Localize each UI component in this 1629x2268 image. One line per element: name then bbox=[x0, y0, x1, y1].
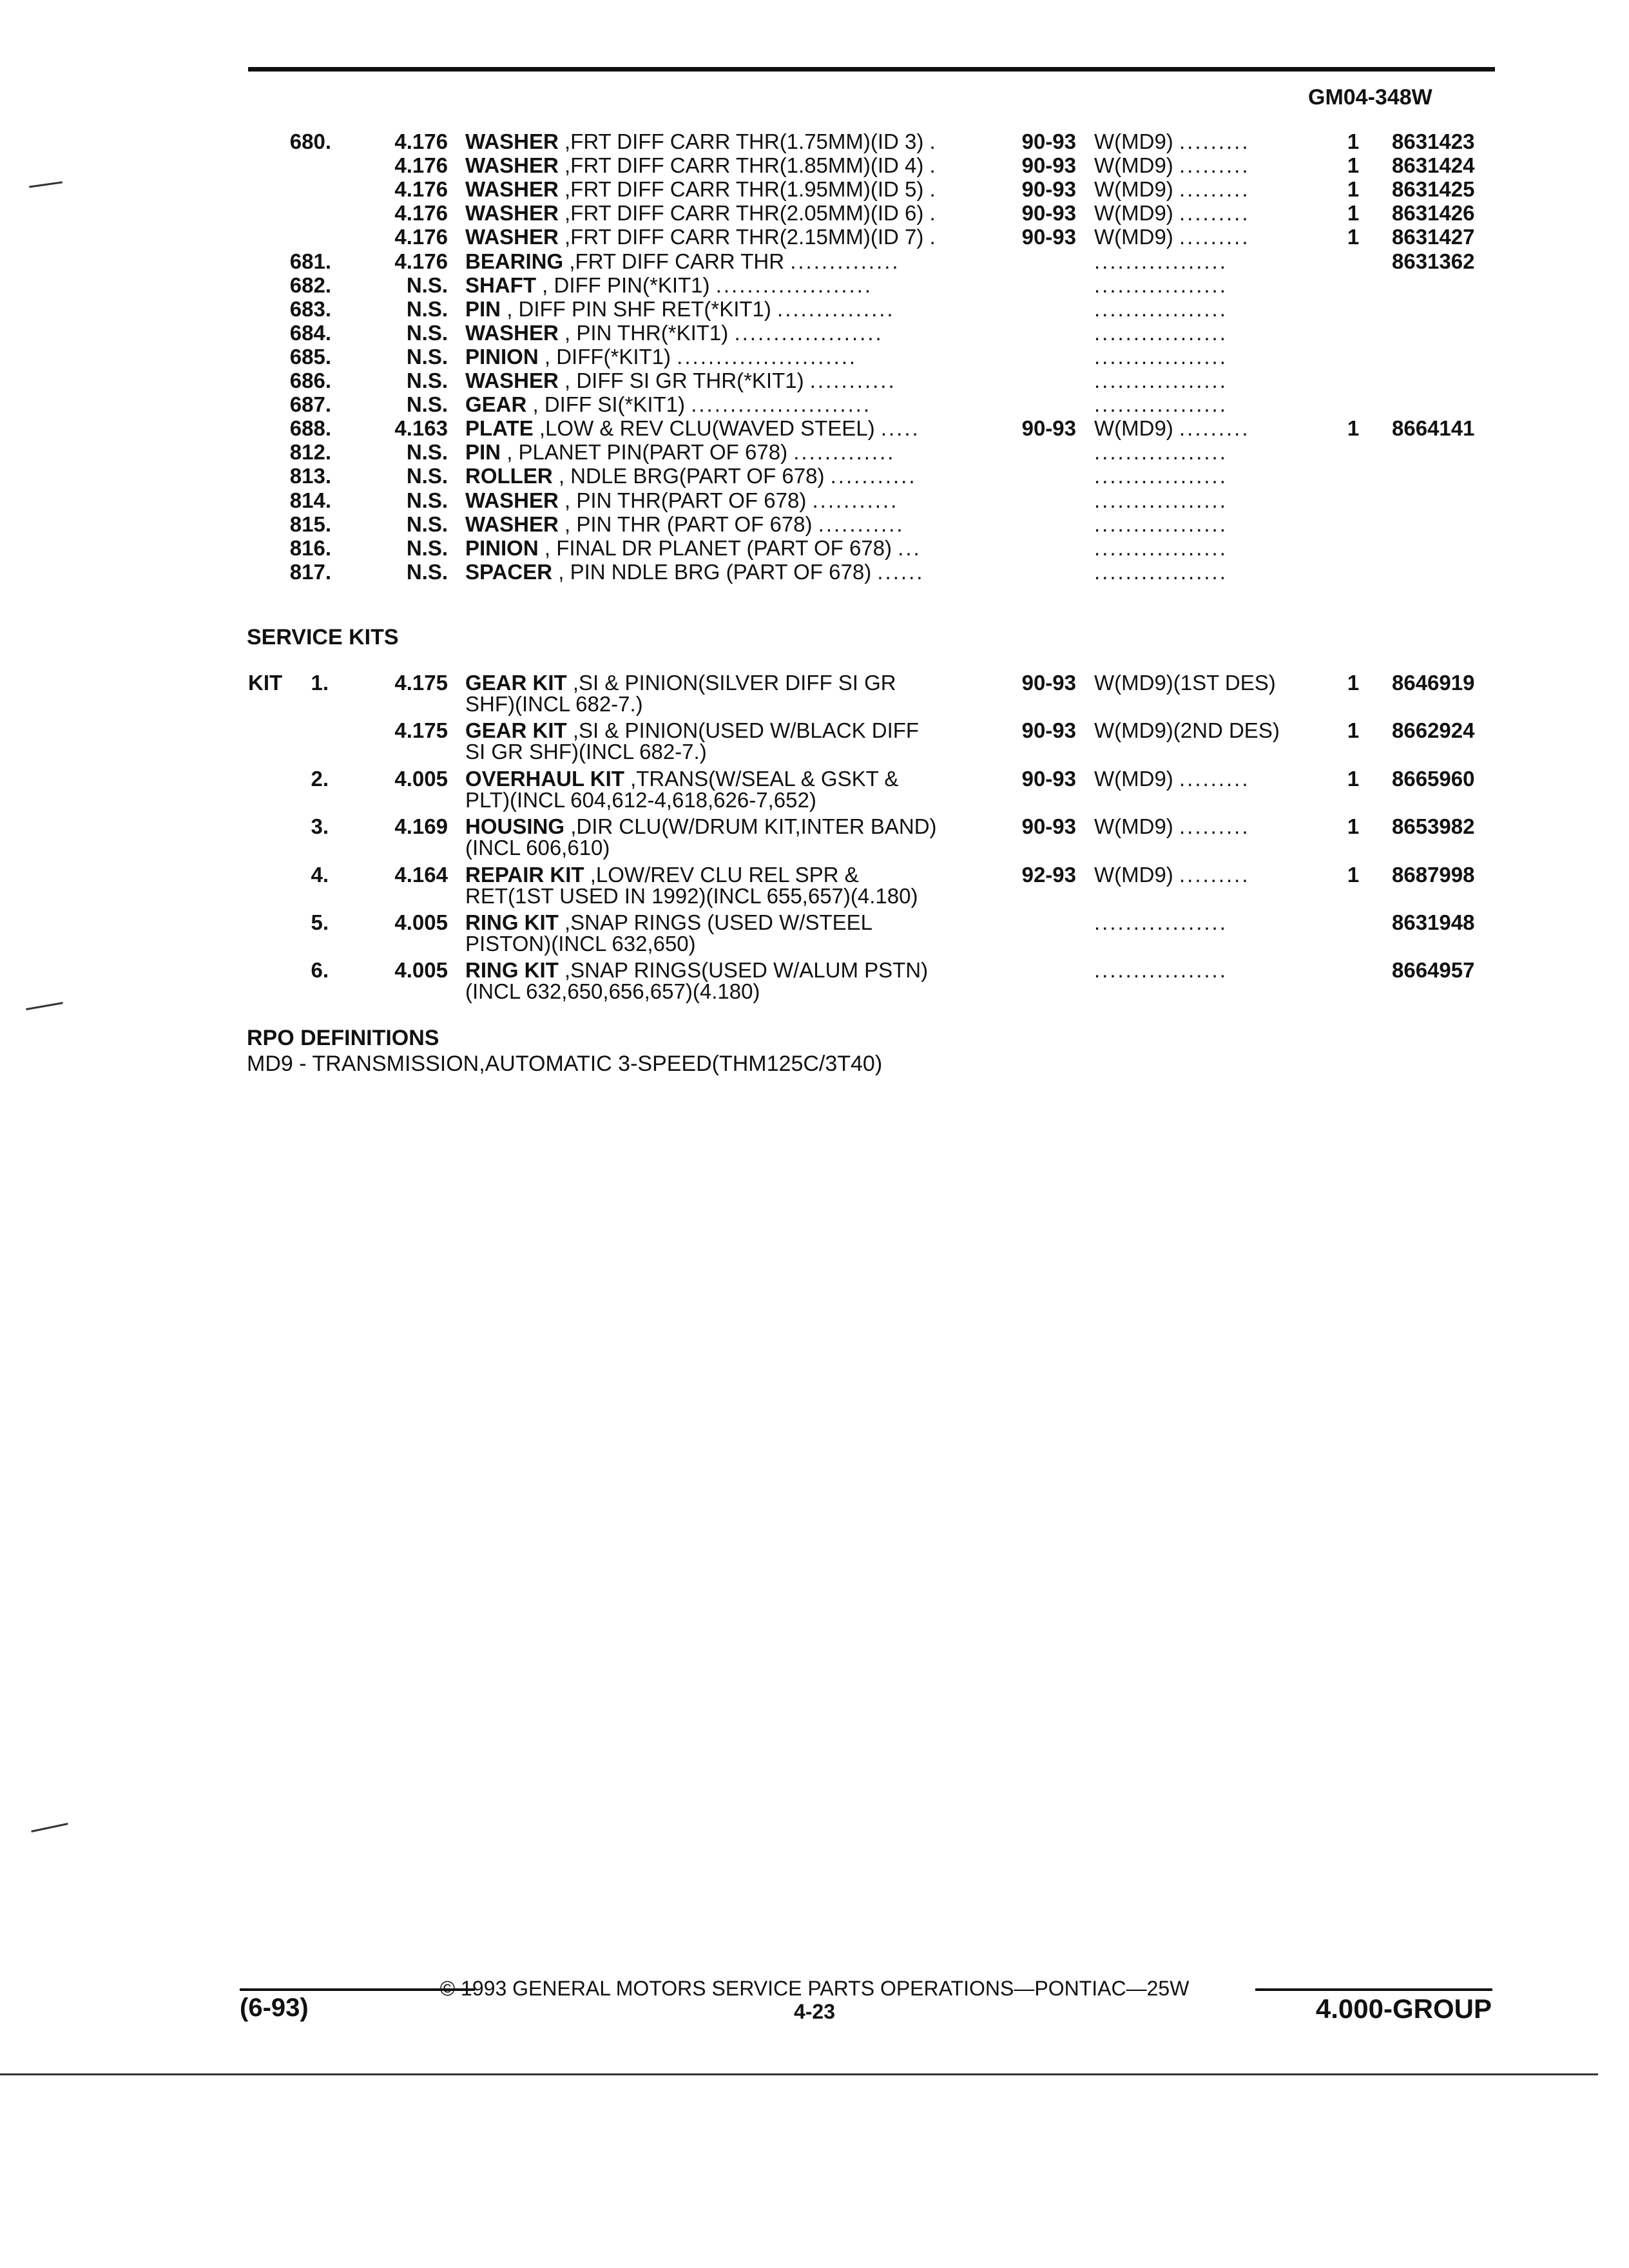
item-description bbox=[465, 154, 1013, 177]
item-description bbox=[465, 417, 1013, 440]
part-number: 8664141 bbox=[1392, 416, 1475, 440]
item-description bbox=[465, 322, 1013, 345]
illustration-ref: N.S. bbox=[406, 345, 448, 369]
model-years: 90-93 bbox=[1021, 201, 1076, 225]
model-years: 92-93 bbox=[1021, 863, 1076, 887]
item-detail: ,LOW/REV CLU REL SPR & bbox=[590, 863, 859, 887]
dot-leader: . bbox=[929, 226, 938, 249]
item-number: 817. bbox=[289, 560, 331, 584]
usage-text: W(MD9) bbox=[1094, 815, 1173, 838]
table-row bbox=[0, 178, 1629, 202]
footer-group: 4.000-GROUP bbox=[1315, 1994, 1492, 2024]
item-number: 688. bbox=[289, 416, 331, 440]
quantity: 1 bbox=[1347, 153, 1360, 177]
kit-label: KIT bbox=[248, 671, 283, 695]
dot-leader: ............. bbox=[793, 441, 896, 464]
item-usage bbox=[1094, 250, 1307, 273]
dot-leader: ................. bbox=[1094, 298, 1228, 321]
item-usage bbox=[1094, 767, 1307, 791]
part-number: 8631427 bbox=[1392, 225, 1475, 249]
item-usage bbox=[1094, 226, 1307, 249]
kit-number: 4. bbox=[311, 863, 329, 887]
illustration-ref: N.S. bbox=[406, 512, 448, 536]
illustration-ref: 4.175 bbox=[394, 718, 448, 742]
item-name: WASHER bbox=[465, 178, 559, 201]
kit-row-continuation bbox=[0, 836, 1629, 861]
item-usage bbox=[1094, 671, 1307, 695]
item-name: GEAR KIT bbox=[465, 671, 567, 695]
quantity: 1 bbox=[1347, 130, 1360, 153]
illustration-ref: N.S. bbox=[406, 321, 448, 345]
usage-text: W(MD9) bbox=[1094, 154, 1173, 177]
model-years: 90-93 bbox=[1021, 718, 1076, 742]
usage-text: W(MD9)(1ST DES) bbox=[1094, 671, 1276, 695]
item-name: GEAR KIT bbox=[465, 719, 567, 742]
item-description bbox=[465, 178, 1013, 201]
model-years: 90-93 bbox=[1021, 416, 1076, 440]
dot-leader: ......... bbox=[1179, 154, 1250, 177]
table-row bbox=[0, 130, 1629, 155]
item-usage bbox=[1094, 465, 1307, 488]
dot-leader: ......... bbox=[1179, 226, 1250, 249]
item-detail: ,LOW & REV CLU(WAVED STEEL) bbox=[539, 417, 875, 440]
table-row bbox=[0, 226, 1629, 250]
part-number: 8687998 bbox=[1392, 863, 1475, 887]
part-number: 8631362 bbox=[1392, 249, 1475, 273]
item-usage bbox=[1094, 441, 1307, 464]
table-row bbox=[0, 417, 1629, 441]
item-name: WASHER bbox=[465, 322, 559, 345]
table-row bbox=[0, 489, 1629, 514]
illustration-ref: 4.176 bbox=[394, 177, 448, 201]
part-number: 8631424 bbox=[1392, 153, 1475, 177]
item-description bbox=[465, 465, 1013, 488]
item-name: WASHER bbox=[465, 130, 559, 153]
item-name: ROLLER bbox=[465, 465, 553, 488]
item-description bbox=[465, 767, 1013, 791]
dot-leader: ......... bbox=[1179, 815, 1250, 838]
part-number: 8631948 bbox=[1392, 910, 1475, 934]
dot-leader: ................... bbox=[734, 322, 883, 345]
item-description bbox=[465, 369, 1013, 392]
item-description bbox=[465, 863, 1013, 887]
item-description bbox=[465, 719, 1013, 742]
dot-leader: .............. bbox=[790, 250, 900, 273]
dot-leader: ................. bbox=[1094, 369, 1228, 392]
rpo-definition: MD9 - TRANSMISSION,AUTOMATIC 3-SPEED(THM125C/3T40) bbox=[247, 1052, 883, 1076]
illustration-ref: 4.005 bbox=[394, 958, 448, 982]
table-row bbox=[0, 250, 1629, 274]
illustration-ref: 4.005 bbox=[394, 910, 448, 934]
kit-number: 2. bbox=[311, 767, 329, 791]
table-row bbox=[0, 298, 1629, 322]
item-detail: ,SI & PINION(SILVER DIFF SI GR bbox=[572, 671, 896, 695]
illustration-ref: N.S. bbox=[406, 488, 448, 512]
item-detail: ,SI & PINION(USED W/BLACK DIFF bbox=[572, 719, 920, 742]
kit-number: 3. bbox=[311, 814, 329, 838]
item-description bbox=[465, 959, 1013, 982]
item-description-continued: PLT)(INCL 604,612-4,618,626-7,652) bbox=[465, 789, 816, 812]
item-name: RING KIT bbox=[465, 959, 559, 982]
dot-leader: ................. bbox=[1094, 250, 1228, 273]
table-row bbox=[0, 465, 1629, 489]
footer-page-number: 4-23 bbox=[793, 2000, 836, 2023]
model-years: 90-93 bbox=[1021, 767, 1076, 791]
kit-row-continuation bbox=[0, 885, 1629, 909]
dot-leader: ................. bbox=[1094, 441, 1228, 464]
item-usage bbox=[1094, 911, 1307, 934]
item-name: PIN bbox=[465, 298, 501, 321]
service-kits-heading: SERVICE KITS bbox=[247, 625, 399, 649]
item-detail: , DIFF PIN(*KIT1) bbox=[542, 274, 710, 297]
item-usage bbox=[1094, 274, 1307, 297]
illustration-ref: 4.164 bbox=[394, 863, 448, 887]
part-number: 8665960 bbox=[1392, 767, 1475, 791]
item-name: SPACER bbox=[465, 561, 553, 584]
dot-leader: ...... bbox=[877, 561, 925, 584]
dot-leader: ............... bbox=[777, 298, 895, 321]
item-name: SHAFT bbox=[465, 274, 536, 297]
item-usage bbox=[1094, 322, 1307, 345]
kit-row-continuation bbox=[0, 932, 1629, 957]
part-number: 8653982 bbox=[1392, 814, 1475, 838]
item-detail: , PIN NDLE BRG (PART OF 678) bbox=[558, 561, 872, 584]
dot-leader: .................... bbox=[715, 274, 873, 297]
item-description-continued: SI GR SHF)(INCL 682-7.) bbox=[465, 740, 707, 764]
item-usage bbox=[1094, 719, 1307, 742]
usage-text: W(MD9) bbox=[1094, 767, 1173, 791]
item-number: 685. bbox=[289, 345, 331, 369]
item-number: 813. bbox=[289, 464, 331, 488]
kit-number: 6. bbox=[311, 958, 329, 982]
model-years: 90-93 bbox=[1021, 671, 1076, 695]
dot-leader: ......... bbox=[1179, 130, 1250, 153]
item-name: PLATE bbox=[465, 417, 534, 440]
dot-leader: ................. bbox=[1094, 345, 1228, 369]
kit-row-continuation bbox=[0, 693, 1629, 717]
item-description bbox=[465, 911, 1013, 934]
item-usage bbox=[1094, 959, 1307, 982]
dot-leader: . bbox=[929, 154, 938, 177]
item-number: 681. bbox=[289, 249, 331, 273]
quantity: 1 bbox=[1347, 416, 1360, 440]
item-description bbox=[465, 202, 1013, 225]
dot-leader: ......... bbox=[1179, 767, 1250, 791]
table-row bbox=[0, 274, 1629, 298]
illustration-ref: N.S. bbox=[406, 273, 448, 297]
usage-text: W(MD9)(2ND DES) bbox=[1094, 719, 1280, 742]
item-number: 812. bbox=[289, 440, 331, 464]
footer-date: (6-93) bbox=[240, 1994, 309, 2022]
table-row bbox=[0, 202, 1629, 226]
item-detail: ,FRT DIFF CARR THR bbox=[569, 250, 785, 273]
illustration-ref: N.S. bbox=[406, 536, 448, 560]
item-detail: , FINAL DR PLANET (PART OF 678) bbox=[544, 537, 892, 560]
dot-leader: ................. bbox=[1094, 513, 1228, 536]
illustration-ref: 4.176 bbox=[394, 249, 448, 273]
dot-leader: ................. bbox=[1094, 537, 1228, 560]
item-name: OVERHAUL KIT bbox=[465, 767, 624, 791]
item-name: PIN bbox=[465, 441, 501, 464]
item-number: 684. bbox=[289, 321, 331, 345]
item-detail: , PIN THR(PART OF 678) bbox=[564, 489, 807, 512]
table-row bbox=[0, 537, 1629, 561]
dot-leader: ....................... bbox=[691, 393, 872, 416]
item-name: WASHER bbox=[465, 513, 559, 536]
item-name: PINION bbox=[465, 537, 539, 560]
item-usage bbox=[1094, 863, 1307, 887]
item-description bbox=[465, 345, 1013, 369]
item-name: PINION bbox=[465, 345, 539, 369]
part-number: 8662924 bbox=[1392, 718, 1475, 742]
dot-leader: ................. bbox=[1094, 911, 1228, 934]
part-number: 8631423 bbox=[1392, 130, 1475, 153]
part-number: 8646919 bbox=[1392, 671, 1475, 695]
dot-leader: ........... bbox=[818, 513, 905, 536]
item-detail: , PIN THR(*KIT1) bbox=[564, 322, 729, 345]
item-description bbox=[465, 393, 1013, 416]
table-row bbox=[0, 345, 1629, 370]
dot-leader: ................. bbox=[1094, 274, 1228, 297]
illustration-ref: N.S. bbox=[406, 392, 448, 416]
dot-leader: ................. bbox=[1094, 393, 1228, 416]
item-usage bbox=[1094, 393, 1307, 416]
dot-leader: ....................... bbox=[677, 345, 858, 369]
rpo-definitions-heading: RPO DEFINITIONS bbox=[247, 1026, 439, 1050]
item-name: REPAIR KIT bbox=[465, 863, 584, 887]
item-usage bbox=[1094, 815, 1307, 838]
item-number: 814. bbox=[289, 488, 331, 512]
kit-number: 1. bbox=[311, 671, 329, 695]
item-detail: , DIFF PIN SHF RET(*KIT1) bbox=[506, 298, 771, 321]
dot-leader: ........... bbox=[809, 369, 896, 392]
dot-leader: ........... bbox=[812, 489, 899, 512]
table-row bbox=[0, 322, 1629, 346]
item-detail: ,SNAP RINGS (USED W/STEEL bbox=[564, 911, 872, 934]
item-usage bbox=[1094, 154, 1307, 177]
item-description-continued: (INCL 632,650,656,657)(4.180) bbox=[465, 980, 760, 1003]
illustration-ref: 4.005 bbox=[394, 767, 448, 791]
item-number: 816. bbox=[289, 536, 331, 560]
table-row bbox=[0, 154, 1629, 178]
item-number: 686. bbox=[289, 369, 331, 392]
illustration-ref: 4.176 bbox=[394, 153, 448, 177]
quantity: 1 bbox=[1347, 177, 1360, 201]
illustration-ref: N.S. bbox=[406, 297, 448, 321]
item-name: WASHER bbox=[465, 369, 559, 392]
usage-text: W(MD9) bbox=[1094, 130, 1173, 153]
model-years: 90-93 bbox=[1021, 814, 1076, 838]
item-usage bbox=[1094, 489, 1307, 512]
item-detail: ,FRT DIFF CARR THR(2.05MM)(ID 6) bbox=[564, 202, 924, 225]
table-row bbox=[0, 513, 1629, 537]
illustration-ref: N.S. bbox=[406, 560, 448, 584]
item-description-continued: SHF)(INCL 682-7.) bbox=[465, 693, 643, 716]
item-description bbox=[465, 250, 1013, 273]
item-detail: , PLANET PIN(PART OF 678) bbox=[506, 441, 788, 464]
item-description bbox=[465, 561, 1013, 584]
item-usage bbox=[1094, 202, 1307, 225]
dot-leader: ................. bbox=[1094, 959, 1228, 982]
table-row bbox=[0, 561, 1629, 585]
usage-text: W(MD9) bbox=[1094, 417, 1173, 440]
item-description bbox=[465, 130, 1013, 153]
item-description-continued: RET(1ST USED IN 1992)(INCL 655,657)(4.180) bbox=[465, 885, 918, 908]
catalog-code: GM04-348W bbox=[1308, 85, 1432, 110]
part-number: 8631425 bbox=[1392, 177, 1475, 201]
item-usage bbox=[1094, 369, 1307, 392]
item-usage bbox=[1094, 130, 1307, 153]
kit-number: 5. bbox=[311, 910, 329, 934]
item-description bbox=[465, 274, 1013, 297]
kit-row-continuation bbox=[0, 740, 1629, 765]
item-detail: , DIFF SI(*KIT1) bbox=[532, 393, 686, 416]
quantity: 1 bbox=[1347, 671, 1360, 695]
item-description-continued: PISTON)(INCL 632,650) bbox=[465, 932, 696, 956]
quantity: 1 bbox=[1347, 767, 1360, 791]
item-usage bbox=[1094, 298, 1307, 321]
item-detail: , DIFF SI GR THR(*KIT1) bbox=[564, 369, 804, 392]
illustration-ref: 4.169 bbox=[394, 814, 448, 838]
top-rule bbox=[248, 67, 1495, 72]
item-detail: ,SNAP RINGS(USED W/ALUM PSTN) bbox=[564, 959, 929, 982]
dot-leader: ................. bbox=[1094, 561, 1228, 584]
item-detail: , DIFF(*KIT1) bbox=[544, 345, 671, 369]
item-number: 815. bbox=[289, 512, 331, 536]
table-row bbox=[0, 393, 1629, 418]
usage-text: W(MD9) bbox=[1094, 202, 1173, 225]
item-number: 682. bbox=[289, 273, 331, 297]
item-usage bbox=[1094, 537, 1307, 560]
item-name: WASHER bbox=[465, 226, 559, 249]
item-name: WASHER bbox=[465, 489, 559, 512]
item-description bbox=[465, 441, 1013, 464]
quantity: 1 bbox=[1347, 225, 1360, 249]
bottom-rule bbox=[0, 2073, 1598, 2075]
item-name: RING KIT bbox=[465, 911, 559, 934]
item-detail: ,FRT DIFF CARR THR(2.15MM)(ID 7) bbox=[564, 226, 924, 249]
illustration-ref: 4.176 bbox=[394, 201, 448, 225]
item-name: WASHER bbox=[465, 154, 559, 177]
table-row bbox=[0, 369, 1629, 394]
item-number: 683. bbox=[289, 297, 331, 321]
dot-leader: ......... bbox=[1179, 417, 1250, 440]
item-number: 680. bbox=[289, 130, 331, 153]
illustration-ref: 4.175 bbox=[394, 671, 448, 695]
dot-leader: ......... bbox=[1179, 202, 1250, 225]
item-name: HOUSING bbox=[465, 815, 565, 838]
item-description bbox=[465, 815, 1013, 838]
usage-text: W(MD9) bbox=[1094, 178, 1173, 201]
item-name: WASHER bbox=[465, 202, 559, 225]
dot-leader: ......... bbox=[1179, 178, 1250, 201]
item-description bbox=[465, 537, 1013, 560]
margin-mark bbox=[31, 1823, 68, 1832]
item-usage bbox=[1094, 417, 1307, 440]
item-usage bbox=[1094, 345, 1307, 369]
illustration-ref: 4.176 bbox=[394, 225, 448, 249]
dot-leader: ......... bbox=[1179, 863, 1250, 887]
model-years: 90-93 bbox=[1021, 130, 1076, 153]
illustration-ref: 4.176 bbox=[394, 130, 448, 153]
illustration-ref: 4.163 bbox=[394, 416, 448, 440]
item-name: BEARING bbox=[465, 250, 564, 273]
dot-leader: ... bbox=[898, 537, 921, 560]
item-detail: ,FRT DIFF CARR THR(1.75MM)(ID 3) bbox=[564, 130, 924, 153]
dot-leader: ........... bbox=[830, 465, 917, 488]
kit-row-continuation bbox=[0, 789, 1629, 813]
model-years: 90-93 bbox=[1021, 177, 1076, 201]
dot-leader: ..... bbox=[880, 417, 920, 440]
item-description bbox=[465, 671, 1013, 695]
item-usage bbox=[1094, 178, 1307, 201]
item-usage bbox=[1094, 513, 1307, 536]
quantity: 1 bbox=[1347, 718, 1360, 742]
quantity: 1 bbox=[1347, 863, 1360, 887]
dot-leader: . bbox=[929, 178, 938, 201]
dot-leader: . bbox=[929, 130, 938, 153]
item-description-continued: (INCL 606,610) bbox=[465, 836, 610, 860]
item-description bbox=[465, 298, 1013, 321]
item-name: GEAR bbox=[465, 393, 527, 416]
item-detail: , PIN THR (PART OF 678) bbox=[564, 513, 813, 536]
dot-leader: . bbox=[929, 202, 938, 225]
dot-leader: ................. bbox=[1094, 465, 1228, 488]
item-description bbox=[465, 226, 1013, 249]
item-detail: , NDLE BRG(PART OF 678) bbox=[558, 465, 825, 488]
part-number: 8631426 bbox=[1392, 201, 1475, 225]
quantity: 1 bbox=[1347, 201, 1360, 225]
item-detail: ,TRANS(W/SEAL & GSKT & bbox=[630, 767, 899, 791]
illustration-ref: N.S. bbox=[406, 440, 448, 464]
item-detail: ,DIR CLU(W/DRUM KIT,INTER BAND) bbox=[570, 815, 937, 838]
footer-copyright: © 1993 GENERAL MOTORS SERVICE PARTS OPERATIONS—PONTIAC—25W bbox=[439, 1977, 1190, 2000]
model-years: 90-93 bbox=[1021, 153, 1076, 177]
item-detail: ,FRT DIFF CARR THR(1.85MM)(ID 4) bbox=[564, 154, 924, 177]
dot-leader: ................. bbox=[1094, 322, 1228, 345]
usage-text: W(MD9) bbox=[1094, 226, 1173, 249]
item-description bbox=[465, 513, 1013, 536]
item-detail: ,FRT DIFF CARR THR(1.95MM)(ID 5) bbox=[564, 178, 924, 201]
table-row bbox=[0, 441, 1629, 465]
quantity: 1 bbox=[1347, 814, 1360, 838]
illustration-ref: N.S. bbox=[406, 369, 448, 392]
item-description bbox=[465, 489, 1013, 512]
usage-text: W(MD9) bbox=[1094, 863, 1173, 887]
part-number: 8664957 bbox=[1392, 958, 1475, 982]
model-years: 90-93 bbox=[1021, 225, 1076, 249]
illustration-ref: N.S. bbox=[406, 464, 448, 488]
dot-leader: ................. bbox=[1094, 489, 1228, 512]
kit-row-continuation bbox=[0, 980, 1629, 1004]
item-number: 687. bbox=[289, 392, 331, 416]
item-usage bbox=[1094, 561, 1307, 584]
